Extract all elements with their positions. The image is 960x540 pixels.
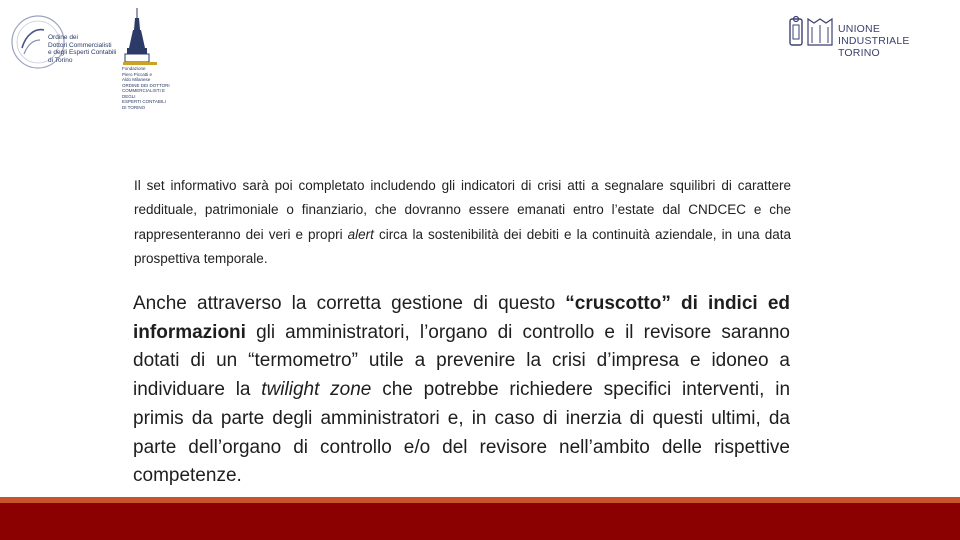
footer-bar — [0, 503, 960, 540]
odcec-logo — [10, 12, 120, 72]
unione-industriale-logo — [788, 15, 948, 59]
fondazione-logo — [118, 8, 178, 110]
odcec-logo-text: Ordine dei Dottori Commercialisti e degli Esperti Contabili di Torino — [48, 34, 117, 64]
fondazione-logo-text: Fondazione Piero Piccatti e Aldo Milanese ORDINE DEI DOTTORI COMMERCIALISTI E DEGLI ESPERTI CONTABILI DI TORINO — [122, 66, 170, 110]
paragraph-cruscotto: Anche attraverso la corretta gestione di questo “cruscotto” di indici ed informazioni gli amministratori, l’organo di controllo e il revisore saranno dotati di un “termometro” utile a prevenire la crisi d’impresa e idoneo a individuare la twilight zone che potrebbe richiedere specifici interventi, in primis da parte degli amministratori e, in caso di inerzia di questi ultimi, da parte dell’organo di controllo e/o del revisore nell’ambito delle rispettive competenze. — [133, 293, 791, 487]
unione-industriale-emblem-icon — [788, 15, 834, 49]
unione-industriale-logo-text: UNIONE INDUSTRIALE TORINO — [838, 23, 910, 59]
paragraph-indicatori: Il set informativo sarà poi completato includendo gli indicatori di crisi atti a segnalare squilibri di carattere reddituale, patrimoniale o finanziario, che dovranno essere emanati entro l’estate dal CNDCEC e che rappresenteranno dei veri e propri alert circa la sostenibilità dei debiti e la continuità aziendale, in una data prospettiva temporale. — [134, 177, 791, 266]
mole-antonelliana-icon — [120, 8, 160, 70]
